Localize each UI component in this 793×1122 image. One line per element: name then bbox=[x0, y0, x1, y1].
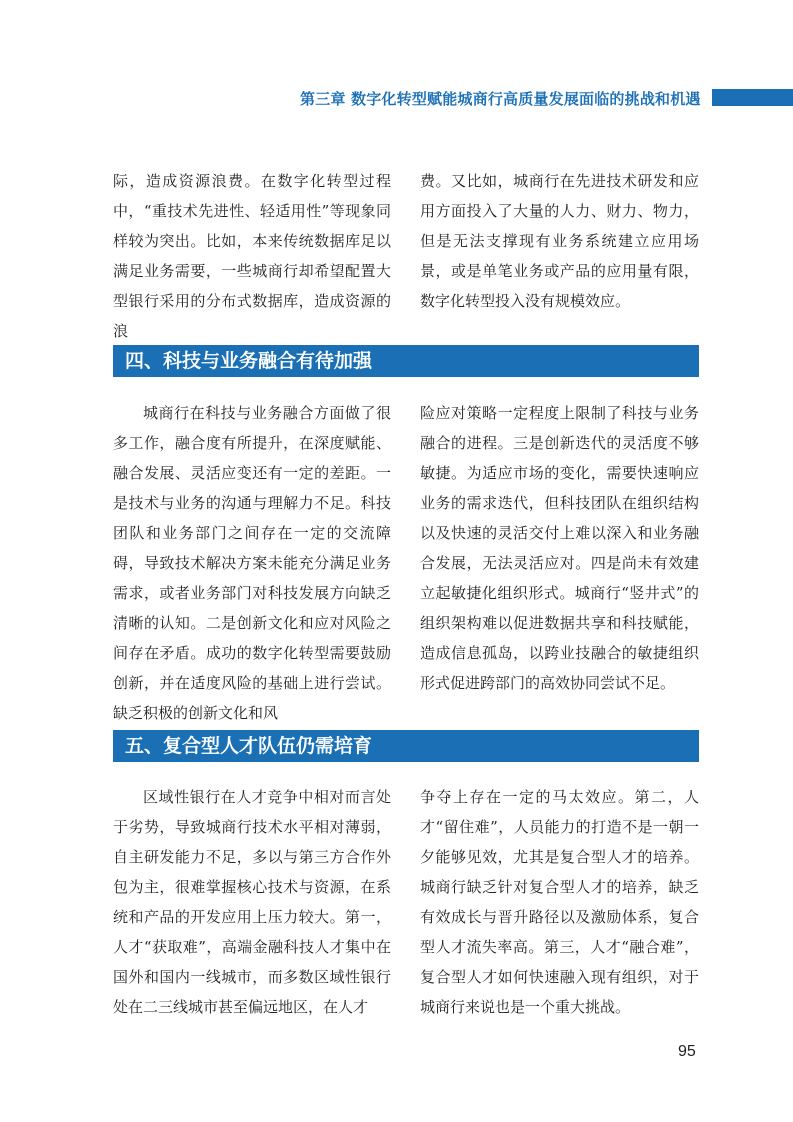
chapter-accent-bar bbox=[712, 89, 793, 106]
section5-left-paragraph: 区域性银行在人才竞争中相对而言处于劣势，导致城商行技术水平相对薄弱，自主研发能力不足，多以与第三方合作外包为主，很难掌握核心技术与资源，在系统和产品的开发应用上压力较大。第一，人才“获取难”，高端金融科技人才集中在国外和国内一线城市，而多数区域性银行处在二三线城市甚至偏远地区，在人才 bbox=[113, 788, 391, 1016]
chapter-header-title: 第三章 数字化转型赋能城商行高质量发展面临的挑战和机遇 bbox=[300, 90, 701, 108]
page-number: 95 bbox=[678, 1043, 696, 1060]
section4-right-paragraph: 险应对策略一定程度上限制了科技与业务融合的进程。三是创新迭代的灵活度不够敏捷。为适应市场的变化，需要快速响应业务的需求迭代，但科技团队在组织结构以及快速的灵活交付上难以深入和业务融合发展，无法灵活应对。四是尚未有效建立起敏捷化组织形式。城商行“竖井式”的组织架构难以促进数据共享和科技赋能，造成信息孤岛，以跨业技融合的敏捷组织形式促进跨部门的高效协同尝试不足。 bbox=[420, 404, 699, 692]
intro-right-paragraph: 费。又比如，城商行在先进技术研发和应用方面投入了大量的人力、财力、物力，但是无法支撑现有业务系统建立应用场景，或是单笔业务或产品的应用量有限，数字化转型投入没有规模效应。 bbox=[420, 172, 699, 310]
section5-right-column bbox=[420, 782, 699, 1022]
section4-heading-bar bbox=[113, 345, 699, 377]
section5-heading-bar bbox=[113, 730, 699, 762]
section5-right-paragraph: 争夺上存在一定的马太效应。第二，人才“留住难”，人员能力的打造不是一朝一夕能够见效，尤其是复合型人才的培养。城商行缺乏针对复合型人才的培养，缺乏有效成长与晋升路径以及激励体系，复合型人才流失率高。第三，人才“融合难”，复合型人才如何快速融入现有组织，对于城商行来说也是一个重大挑战。 bbox=[420, 788, 699, 1016]
intro-left-paragraph: 际，造成资源浪费。在数字化转型过程中，“重技术先进性、轻适用性”等现象同样较为突出。比如，本来传统数据库足以满足业务需要，一些城商行却希望配置大型银行采用的分布式数据库，造成资源的浪 bbox=[113, 172, 391, 340]
section5-heading: 五、复合型人才队伍仍需培育 bbox=[125, 735, 373, 757]
intro-right-column bbox=[420, 166, 699, 316]
intro-left-column bbox=[113, 166, 391, 346]
section5-left-column bbox=[113, 782, 391, 1022]
section4-heading: 四、科技与业务融合有待加强 bbox=[125, 350, 373, 372]
section4-left-paragraph: 城商行在科技与业务融合方面做了很多工作，融合度有所提升，在深度赋能、融合发展、灵活应变还有一定的差距。一是技术与业务的沟通与理解力不足。科技团队和业务部门之间存在一定的交流障碍，导致技术解决方案未能充分满足业务需求，或者业务部门对科技发展方向缺乏清晰的认知。二是创新文化和应对风险之间存在矛盾。成功的数字化转型需要鼓励创新，并在适度风险的基础上进行尝试。缺乏积极的创新文化和风 bbox=[113, 404, 391, 722]
section4-left-column bbox=[113, 398, 391, 728]
section4-right-column bbox=[420, 398, 699, 698]
